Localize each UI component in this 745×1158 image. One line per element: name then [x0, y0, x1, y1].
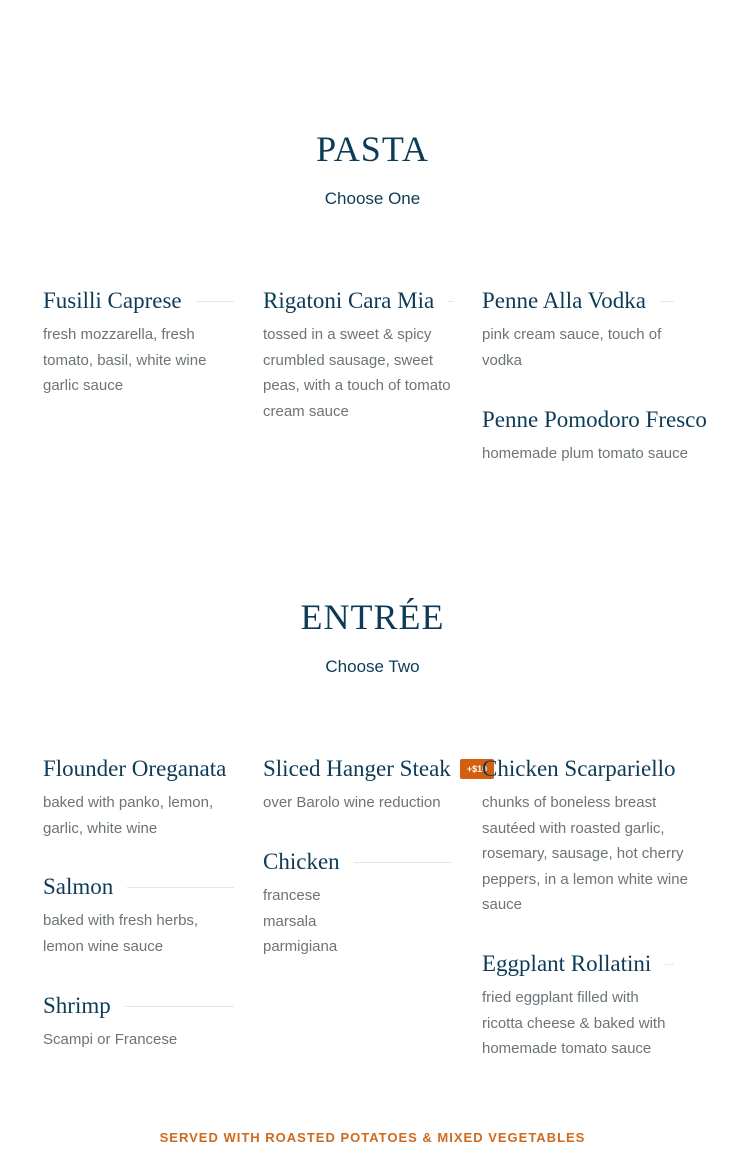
menu-item-fusilli-caprese [43, 287, 234, 399]
item-description: chunks of boneless breast sautéed with roasted garlic, rosemary, sausage, hot cherry peppers, in a lemon white wine sauce [482, 794, 688, 913]
entree-subtitle: Choose Two [325, 657, 420, 676]
menu-item-penne-pomodoro-fresco [482, 406, 722, 467]
item-description: fresh mozzarella, fresh tomato, basil, white wine garlic sauce [43, 326, 207, 394]
divider-line [196, 301, 234, 302]
item-description: Scampi or Francese [43, 1031, 178, 1048]
price-badge: +$10 [460, 759, 494, 779]
item-description: baked with panko, lemon, garlic, white wine [43, 794, 214, 837]
item-description: homemade plum tomato sauce [482, 445, 688, 462]
divider-line [354, 862, 452, 863]
menu-item-rigatoni-cara-mia [263, 287, 453, 424]
pasta-subtitle: Choose One [324, 189, 421, 208]
entree-title: ENTRÉE [300, 597, 445, 637]
menu-item-chicken-scarpariello [482, 755, 722, 918]
item-description: fried eggplant filled with ricotta cheese & baked with homemade tomato sauce [482, 989, 666, 1057]
menu-item-salmon [43, 873, 234, 959]
item-name: Penne Alla Vodka [482, 288, 646, 313]
item-name: Chicken [263, 849, 340, 874]
divider-line [665, 964, 674, 965]
pasta-title: PASTA [316, 129, 429, 169]
item-description: tossed in a sweet & spicy crumbled sausage, sweet peas, with a touch of tomato cream sauce [263, 326, 451, 420]
item-description: francese marsala parmigiana [263, 887, 338, 955]
item-name: Fusilli Caprese [43, 288, 182, 313]
item-description: baked with fresh herbs, lemon wine sauce [43, 912, 199, 955]
divider-line [127, 887, 234, 888]
item-name: Salmon [43, 874, 114, 899]
menu-item-penne-alla-vodka [482, 287, 674, 373]
menu-item-eggplant-rollatini [482, 950, 674, 1062]
divider-line [125, 1006, 234, 1007]
item-name: Rigatoni Cara Mia [263, 288, 435, 313]
item-name: Eggplant Rollatini [482, 951, 652, 976]
menu-item-shrimp [43, 992, 234, 1053]
item-name: Flounder Oreganata [43, 756, 227, 781]
item-name: Penne Pomodoro Fresco [482, 407, 707, 432]
divider-line [660, 301, 674, 302]
divider-line [448, 301, 454, 302]
menu-item-chicken [263, 848, 452, 960]
item-description: over Barolo wine reduction [263, 794, 441, 811]
menu-item-flounder-oreganata [43, 755, 243, 841]
footer-note: SERVED WITH ROASTED POTATOES & MIXED VEGETABLES [159, 1130, 586, 1145]
item-name: Chicken Scarpariello [482, 756, 676, 781]
item-name: Shrimp [43, 993, 111, 1018]
menu-item-sliced-hanger-steak [263, 755, 463, 816]
item-description: pink cream sauce, touch of vodka [482, 326, 662, 369]
item-name: Sliced Hanger Steak [263, 756, 451, 781]
